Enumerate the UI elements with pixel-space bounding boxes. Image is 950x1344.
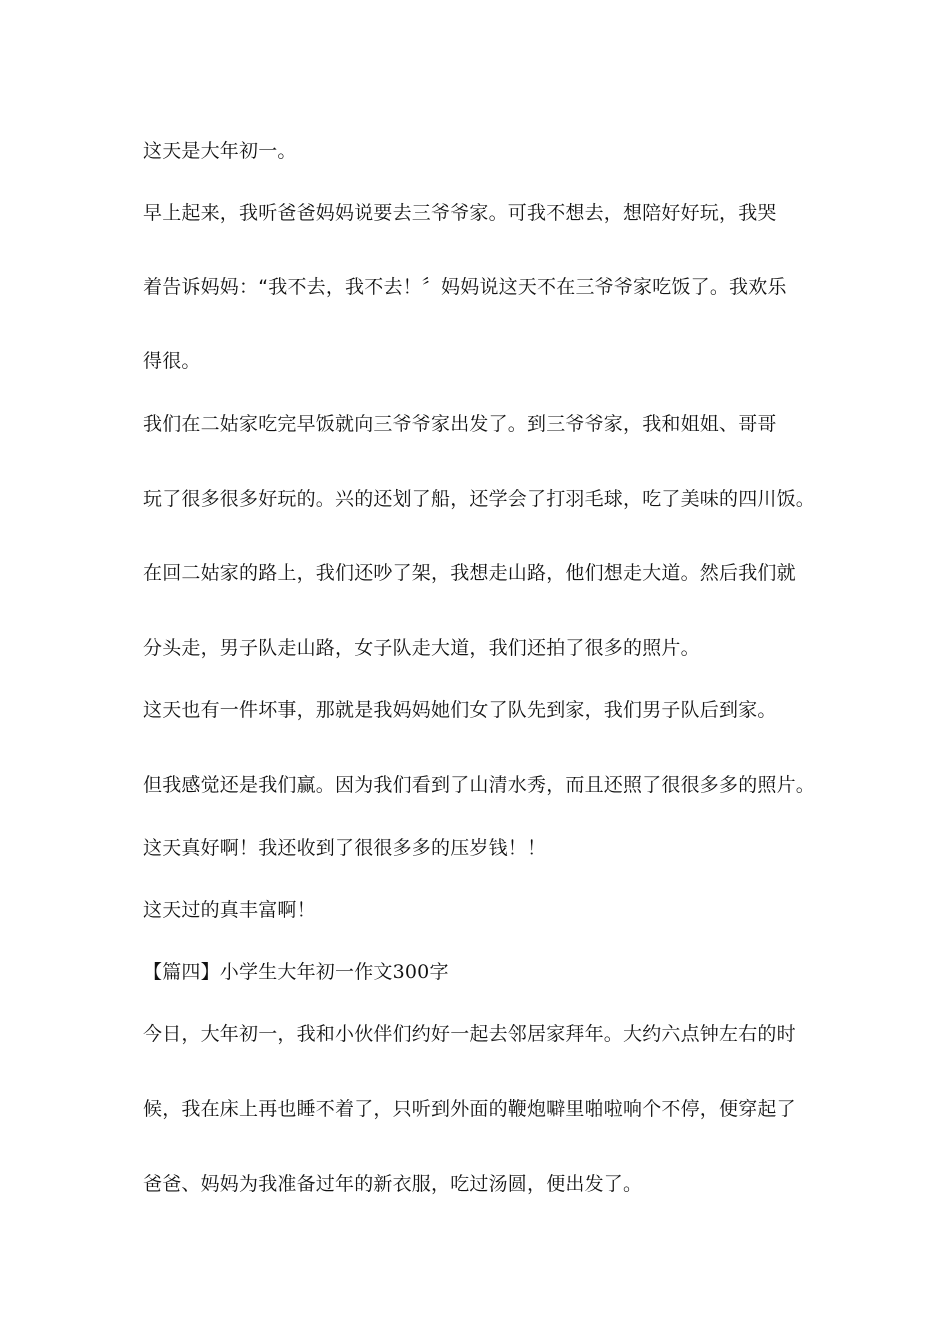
text-line-2: 早上起来，我听爸爸妈妈说要去三爷爷家。可我不想去，想陪好好玩，我哭 — [143, 202, 777, 224]
text-line-8: 分头走，男子队走山路，女子队走大道，我们还拍了很多的照片。 — [143, 637, 700, 659]
text-line-16: 爸爸、妈妈为我准备过年的新衣服，吃过汤圆，便出发了。 — [143, 1173, 643, 1195]
text-line-4: 得很。 — [143, 350, 201, 372]
text-line-12: 这天过的真丰富啊！ — [143, 899, 316, 921]
text-line-14: 今日，大年初一，我和小伙伴们约好一起去邻居家拜年。大约六点钟左右的时 — [143, 1023, 796, 1045]
section-heading: 【篇四】小学生大年初一作文300字 — [143, 961, 449, 983]
text-line-15: 候，我在床上再也睡不着了，只听到外面的鞭炮噼里啪啦响个不停，便穿起了 — [143, 1098, 796, 1120]
text-line-5: 我们在二姑家吃完早饭就向三爷爷家出发了。到三爷爷家，我和姐姐、哥哥 — [143, 413, 777, 435]
text-line-3: 着告诉妈妈：“我不去，我不去！〞妈妈说这天不在三爷爷家吃饭了。我欢乐 — [143, 276, 787, 298]
text-line-10: 但我感觉还是我们赢。因为我们看到了山清水秀，而且还照了很很多多的照片。 — [143, 774, 816, 796]
text-line-11: 这天真好啊！我还收到了很很多多的压岁钱！！ — [143, 837, 547, 859]
text-line-7: 在回二姑家的路上，我们还吵了架，我想走山路，他们想走大道。然后我们就 — [143, 562, 796, 584]
text-line-1: 这天是大年初一。 — [143, 140, 297, 162]
text-line-6: 玩了很多很多好玩的。兴的还划了船，还学会了打羽毛球，吃了美味的四川饭。 — [143, 488, 816, 510]
text-line-9: 这天也有一件坏事，那就是我妈妈她们女了队先到家，我们男子队后到家。 — [143, 699, 777, 721]
